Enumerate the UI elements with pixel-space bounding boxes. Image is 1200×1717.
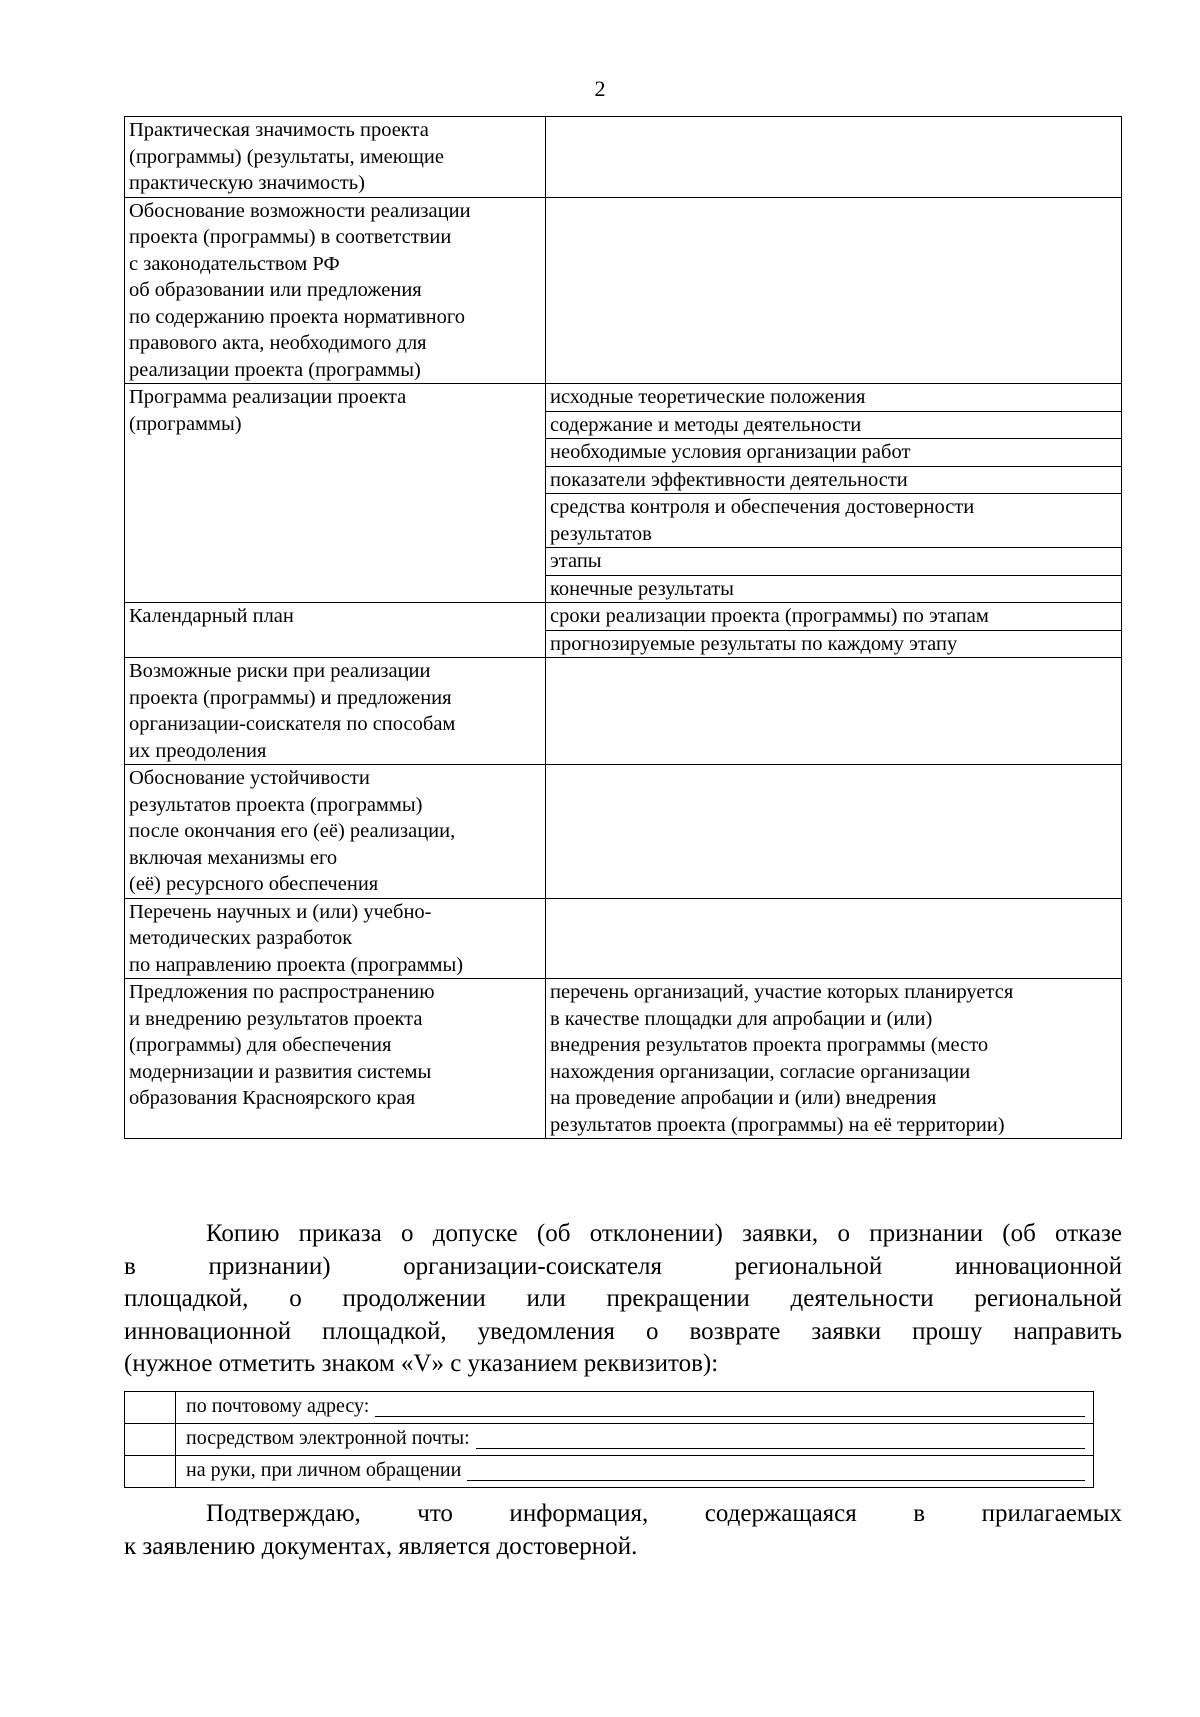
delivery-option-label: по почтовому адресу:: [186, 1395, 370, 1417]
delivery-request-paragraph: [124, 1218, 1122, 1381]
paragraph-line: инновационной площадкой, уведомления о возврате заявки прошу направить: [124, 1317, 1122, 1345]
list-item: [546, 603, 1121, 631]
list-item: [546, 467, 1121, 495]
row-heading-cell: [125, 898, 546, 979]
paragraph-line: Подтверждаю, что информация, содержащаяся в прилагаемых: [206, 1500, 1122, 1527]
row-content-cell: [546, 765, 1122, 899]
row-heading-line: образования Красноярского края: [129, 1087, 416, 1109]
row-heading-line: их преодоления: [129, 739, 267, 762]
list-item: [546, 548, 1121, 576]
row-heading-line: (её) ресурсного обеспечения: [129, 873, 379, 895]
row-heading-cell: [125, 384, 546, 603]
paragraph-line: (нужное отметить знаком «V» с указанием реквизитов):: [124, 1350, 719, 1377]
row-heading-cell: [125, 765, 546, 899]
list-item: [546, 576, 1121, 603]
list-item: [546, 631, 1121, 658]
delivery-option: [186, 1392, 1085, 1420]
delivery-option-cell: [176, 1456, 1094, 1488]
row-content-cell: [546, 658, 1122, 765]
row-content-cell: [546, 117, 1122, 198]
row-heading-line: Предложения по распространению: [129, 981, 435, 1003]
row-items-cell: [546, 603, 1122, 658]
list-item-line: показатели эффективности деятельности: [550, 468, 908, 491]
row-heading-line: с законодательством РФ: [129, 252, 340, 275]
row-heading-line: практическую значимость): [129, 172, 365, 194]
delivery-option-label: посредством электронной почты:: [186, 1427, 470, 1449]
row-heading-line: Обоснование устойчивости: [129, 767, 370, 789]
row-heading-line: об образовании или предложения: [129, 279, 422, 301]
row-heading-line: Возможные риски при реализации: [129, 660, 431, 682]
row-heading-cell: [125, 197, 546, 384]
table-row: [125, 603, 1122, 658]
delivery-option: [186, 1456, 1085, 1484]
table-row: [125, 979, 1122, 1139]
confirmation-paragraph: [124, 1498, 1122, 1563]
row-heading-line: Обоснование возможности реализации: [129, 199, 471, 222]
row-heading-line: по содержанию проекта нормативного: [129, 305, 466, 328]
row-content-line: перечень организаций, участие которых планируется: [550, 981, 1014, 1003]
delivery-details-field[interactable]: [476, 1447, 1085, 1449]
row-content-line: нахождения организации, согласие организации: [550, 1060, 971, 1083]
row-heading-line: (программы): [129, 412, 242, 435]
list-item: [546, 494, 1121, 548]
list-item: [546, 412, 1121, 440]
page-number: 2: [594, 76, 606, 101]
delivery-option-cell: [176, 1424, 1094, 1456]
row-heading-cell: [125, 117, 546, 198]
delivery-checkbox[interactable]: [125, 1424, 176, 1456]
row-content-cell: [546, 979, 1122, 1139]
table-row: [125, 117, 1122, 198]
delivery-option-row: [125, 1392, 1094, 1424]
row-heading-line: Календарный план: [129, 605, 294, 627]
paragraph-line: площадкой, о продолжении или прекращении деятельности региональной: [124, 1285, 1122, 1312]
row-heading-line: по направлению проекта (программы): [129, 953, 464, 976]
delivery-options-table: [124, 1391, 1094, 1488]
delivery-option-cell: [176, 1392, 1094, 1424]
list-item-line: содержание и методы деятельности: [550, 413, 862, 436]
delivery-details-field[interactable]: [467, 1479, 1085, 1481]
list-item: [546, 384, 1121, 412]
row-heading-cell: [125, 603, 546, 658]
row-heading-line: включая механизмы его: [129, 846, 338, 869]
row-heading-line: модернизации и развития системы: [129, 1060, 432, 1083]
delivery-checkbox[interactable]: [125, 1392, 176, 1424]
list-item-line: необходимые условия организации работ: [550, 441, 911, 463]
table-row: [125, 658, 1122, 765]
row-heading-line: Практическая значимость проекта: [129, 119, 429, 141]
list-item-line: конечные результаты: [550, 577, 734, 600]
row-heading-line: проекта (программы) в соответствии: [129, 226, 452, 248]
delivery-details-field[interactable]: [375, 1415, 1085, 1417]
row-heading-line: (программы) для обеспечения: [129, 1034, 392, 1056]
table-row: [125, 898, 1122, 979]
row-heading-line: организации-соискателя по способам: [129, 713, 456, 735]
delivery-option: [186, 1424, 1085, 1452]
row-content-line: на проведение апробации и (или) внедрения: [550, 1087, 937, 1109]
row-heading-cell: [125, 658, 546, 765]
list-item-line: средства контроля и обеспечения достоверности: [550, 496, 975, 518]
row-heading-line: реализации проекта (программы): [129, 358, 421, 381]
delivery-option-label: на руки, при личном обращении: [186, 1459, 462, 1481]
row-heading-line: (программы) (результаты, имеющие: [129, 145, 444, 168]
row-heading-line: после окончания его (её) реализации,: [129, 820, 456, 842]
application-table: [124, 116, 1122, 1139]
delivery-option-row: [125, 1456, 1094, 1488]
table-row: [125, 384, 1122, 603]
list-item-line: этапы: [550, 550, 602, 572]
paragraph-line: Копию приказа о допуске (об отклонении) заявки, о признании (об отказе: [206, 1220, 1122, 1247]
row-heading-cell: [125, 979, 546, 1139]
row-content-line: результатов проекта (программы) на её территории): [550, 1113, 1005, 1136]
list-item-line: сроки реализации проекта (программы) по этапам: [550, 605, 989, 627]
list-item-line: результатов: [550, 522, 652, 545]
row-items-cell: [546, 384, 1122, 603]
row-content-cell: [546, 197, 1122, 384]
row-heading-line: Перечень научных и (или) учебно-: [129, 900, 432, 923]
row-content-line: в качестве площадки для апробации и (или): [550, 1007, 933, 1030]
row-heading-line: проекта (программы) и предложения: [129, 686, 452, 709]
row-heading-line: методических разработок: [129, 927, 353, 949]
row-heading-line: результатов проекта (программы): [129, 793, 423, 816]
row-content-line: внедрения результатов проекта программы (место: [550, 1034, 989, 1056]
list-item-line: исходные теоретические положения: [550, 386, 866, 408]
paragraph-line: к заявлению документах, является достоверной.: [124, 1532, 638, 1560]
paragraph-line: в признании) организации-соискателя региональной инновационной: [124, 1252, 1122, 1280]
row-heading-line: Программа реализации проекта: [129, 386, 407, 408]
delivery-checkbox[interactable]: [125, 1456, 176, 1488]
list-item: [546, 439, 1121, 467]
delivery-option-row: [125, 1424, 1094, 1456]
row-heading-line: и внедрению результатов проекта: [129, 1007, 423, 1030]
row-content-cell: [546, 898, 1122, 979]
row-heading-line: правового акта, необходимого для: [129, 332, 427, 354]
table-row: [125, 765, 1122, 899]
table-row: [125, 197, 1122, 384]
list-item-line: прогнозируемые результаты по каждому этапу: [550, 632, 958, 655]
